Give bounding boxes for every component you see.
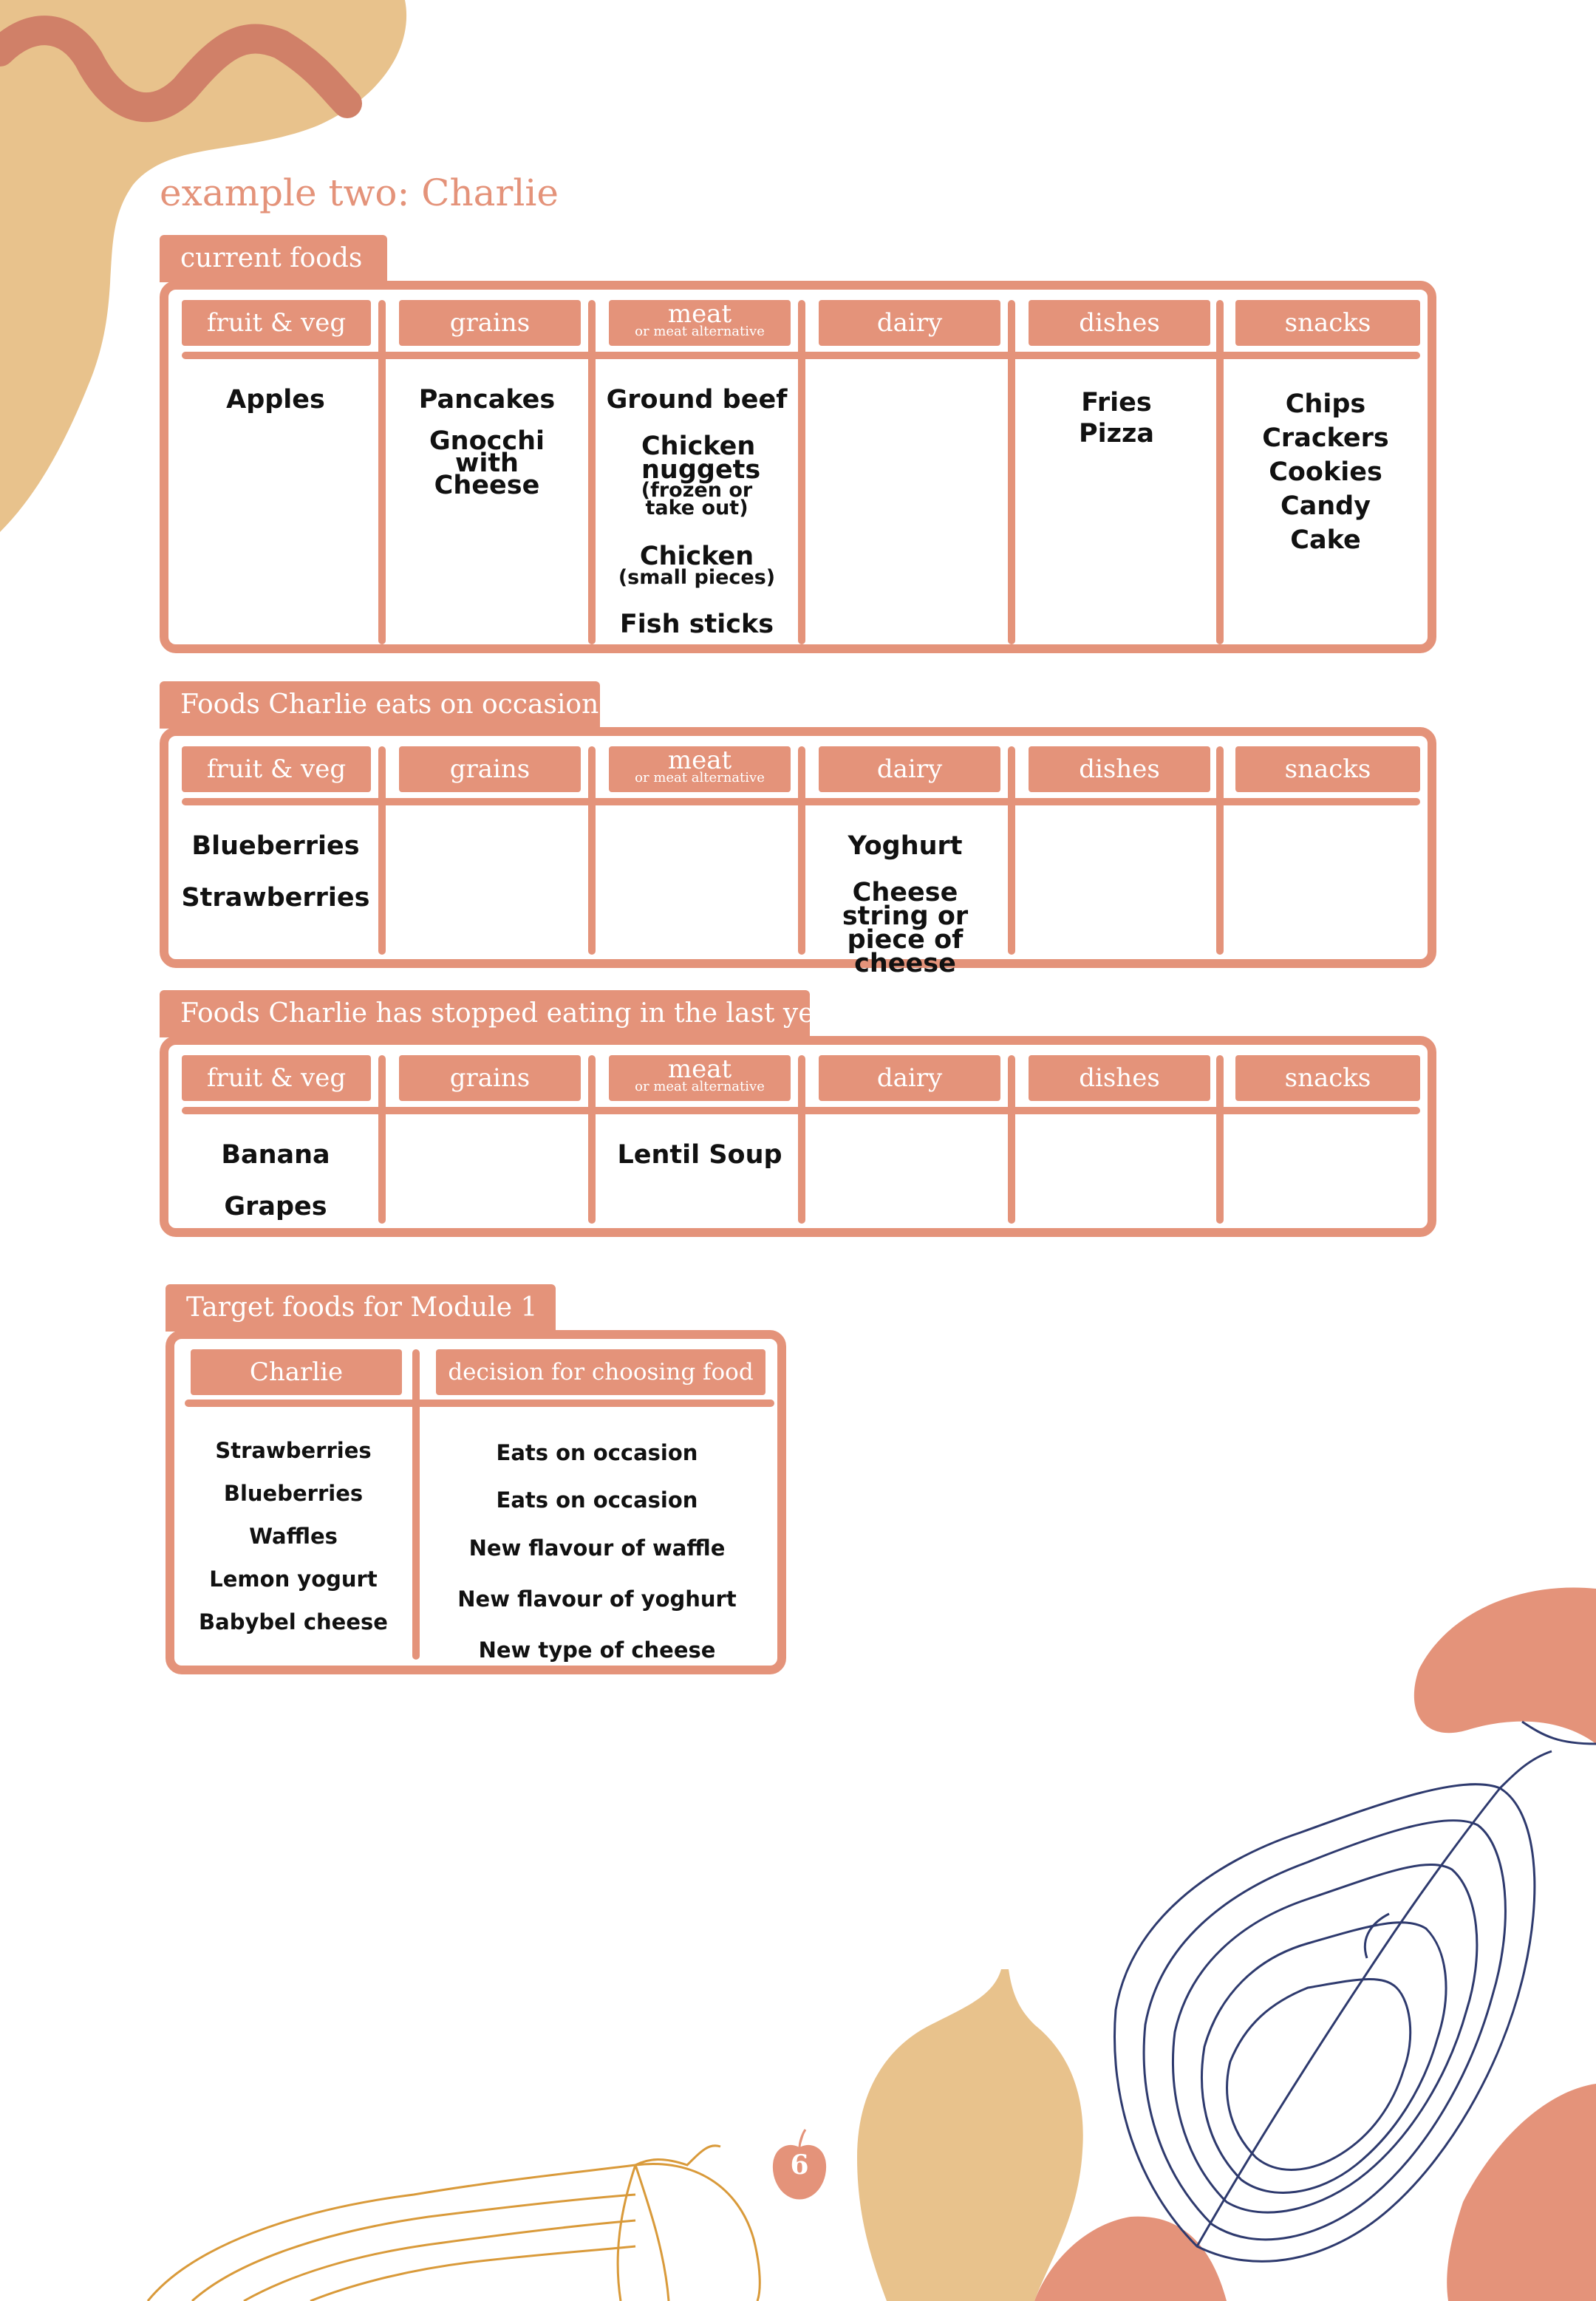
occasion-foods-tab: Foods Charlie eats on occasion — [160, 681, 600, 729]
current-foods-tab: current foods — [160, 235, 387, 282]
col-divider — [588, 1055, 596, 1224]
decision-item: Eats on occasion — [496, 1440, 698, 1465]
col-header-meat — [609, 300, 791, 346]
cell-target-foods — [174, 1429, 412, 1643]
col-header-meat-sub: or meat alternative — [635, 324, 765, 339]
col-divider — [1216, 746, 1224, 955]
food-item: Banana — [221, 1140, 330, 1170]
stopped-foods-section — [160, 990, 1436, 1237]
food-item: Ground beef — [606, 385, 788, 415]
target-food-item: Lemon yogurt — [209, 1567, 378, 1592]
header-underline — [185, 1400, 774, 1407]
col-header-fruit-veg: fruit & veg — [182, 1055, 371, 1101]
occasion-foods-table — [160, 727, 1436, 978]
col-header-charlie: Charlie — [191, 1349, 402, 1395]
col-header-meat — [609, 746, 791, 792]
col-header-snacks: snacks — [1235, 1055, 1420, 1101]
page-number — [774, 2138, 825, 2189]
food-item: Lentil Soup — [617, 1140, 782, 1170]
col-header-dishes: dishes — [1029, 746, 1210, 792]
current-foods-section — [160, 235, 1436, 653]
col-header-meat-sub: or meat alternative — [635, 1079, 765, 1094]
stopped-foods-tab: Foods Charlie has stopped eating in the last year — [160, 990, 810, 1037]
stopped-foods-table — [160, 1036, 1436, 1237]
target-foods-tab: Target foods for Module 1 — [166, 1284, 556, 1332]
food-item: Pancakes — [418, 385, 556, 415]
decision-item: New type of cheese — [478, 1637, 716, 1663]
col-header-grains: grains — [399, 1055, 581, 1101]
target-food-item: Waffles — [249, 1524, 338, 1549]
occasion-foods-section — [160, 681, 1436, 978]
food-item: Chips — [1285, 389, 1366, 419]
col-divider — [378, 746, 386, 955]
col-header-dairy: dairy — [819, 300, 1000, 346]
col-header-dairy: dairy — [819, 1055, 1000, 1101]
target-foods-section — [166, 1284, 786, 1674]
col-header-dishes: dishes — [1029, 300, 1210, 346]
cell-grains — [387, 385, 587, 500]
food-item: Cake — [1290, 525, 1361, 555]
food-item: Strawberries — [181, 883, 370, 913]
sand-pear-shape — [857, 1969, 1083, 2301]
col-header-snacks: snacks — [1235, 746, 1420, 792]
col-header-dairy: dairy — [819, 746, 1000, 792]
target-food-item: Strawberries — [215, 1438, 372, 1463]
food-item: Cheese string or piece of cheese — [842, 878, 969, 978]
terracotta-blob-bottom-right — [1447, 2084, 1596, 2301]
food-note: (frozen or take out) — [641, 479, 753, 519]
decision-item: New flavour of yoghurt — [457, 1586, 737, 1612]
food-item: Chicken nuggets — [641, 432, 761, 485]
food-item: Cookies — [1269, 457, 1382, 487]
col-divider — [378, 300, 386, 644]
cell-decisions — [420, 1429, 774, 1674]
col-divider — [588, 300, 596, 644]
col-divider — [1008, 300, 1015, 644]
col-header-grains: grains — [399, 746, 581, 792]
food-item: Apples — [226, 385, 325, 415]
col-divider — [1008, 1055, 1015, 1224]
col-header-meat-sub: or meat alternative — [635, 770, 765, 785]
col-divider — [588, 746, 596, 955]
col-divider — [1216, 300, 1224, 644]
col-header-fruit-veg: fruit & veg — [182, 300, 371, 346]
food-item: Crackers — [1262, 423, 1389, 453]
pear-line-art — [148, 2146, 760, 2301]
food-item: Blueberries — [191, 831, 360, 861]
target-food-item: Babybel cheese — [199, 1609, 388, 1634]
food-item: Chicken — [639, 542, 754, 571]
cell-dishes — [1017, 387, 1216, 449]
cell-dairy — [804, 831, 1006, 978]
food-item: Fish sticks — [619, 610, 774, 639]
cell-meat — [597, 387, 797, 637]
food-item: Grapes — [224, 1192, 327, 1221]
col-header-grains: grains — [399, 300, 581, 346]
terracotta-blob-right — [1414, 1587, 1596, 1744]
cell-fruit-veg — [176, 385, 375, 415]
col-divider — [378, 1055, 386, 1224]
cell-snacks — [1225, 387, 1426, 557]
col-header-decision: decision for choosing food — [436, 1349, 765, 1395]
col-header-dishes: dishes — [1029, 1055, 1210, 1101]
food-item: Gnocchi with Cheese — [429, 426, 545, 500]
target-foods-table — [166, 1330, 786, 1674]
col-header-fruit-veg: fruit & veg — [182, 746, 371, 792]
page-number-text: 6 — [790, 2150, 809, 2181]
col-header-meat-label: meat — [667, 746, 732, 775]
page-title: example two: Charlie — [160, 171, 559, 214]
food-item: Yoghurt — [848, 831, 963, 861]
col-divider — [798, 1055, 805, 1224]
cell-meat — [600, 1140, 799, 1170]
decision-item: Eats on occasion — [496, 1487, 698, 1513]
col-divider — [412, 1349, 420, 1660]
col-header-meat — [609, 1055, 791, 1101]
col-divider — [1216, 1055, 1224, 1224]
col-header-meat-label: meat — [667, 1054, 732, 1084]
col-divider — [798, 300, 805, 644]
cell-fruit-veg — [176, 1142, 375, 1219]
col-header-snacks: snacks — [1235, 300, 1420, 346]
cell-fruit-veg — [176, 831, 375, 913]
food-item: Fries — [1081, 388, 1152, 417]
food-item: Candy — [1280, 491, 1371, 521]
food-item: Pizza — [1078, 419, 1154, 449]
target-food-item: Blueberries — [223, 1481, 364, 1506]
current-foods-table — [160, 281, 1436, 653]
col-divider — [1008, 746, 1015, 955]
decision-item: New flavour of waffle — [468, 1535, 726, 1561]
food-note: (small pieces) — [618, 566, 776, 589]
col-header-meat-label: meat — [667, 299, 732, 329]
